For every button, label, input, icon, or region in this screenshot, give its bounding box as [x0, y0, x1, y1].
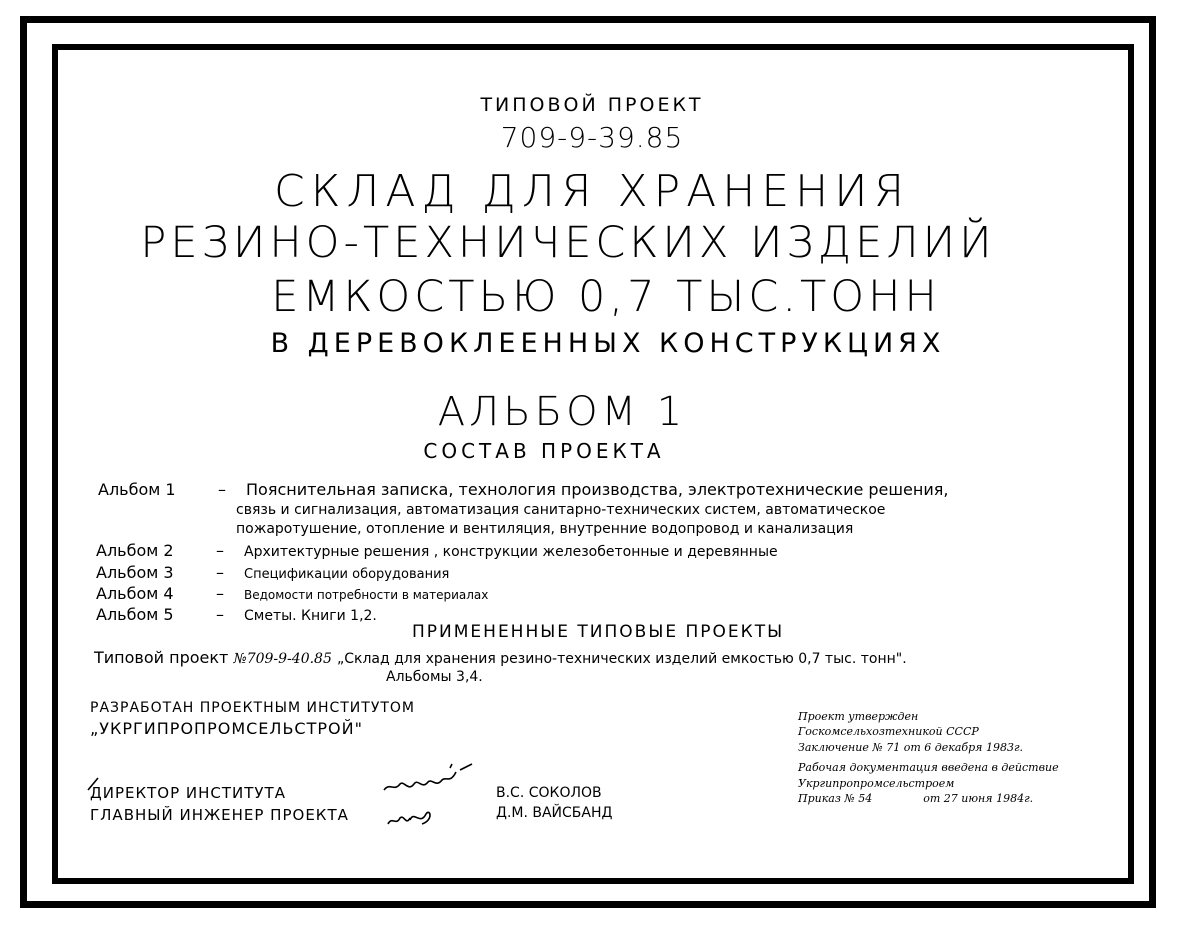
approval-line-5: Укргипропромсельстроем	[798, 777, 955, 790]
applied-project-row	[94, 650, 907, 666]
applied-heading: ПРИМЕНЕННЫЕ ТИПОВЫЕ ПРОЕКТЫ	[412, 622, 785, 642]
album-5-label: Альбом 5	[96, 605, 174, 624]
album-3-row	[96, 565, 449, 581]
album-1-text-line-2: связь и сигнализация, автоматизация санитарно-технических систем, автоматическое	[236, 502, 886, 518]
album-2-dash: –	[216, 541, 224, 560]
album-1-text-line-1: Пояснительная записка, технология производства, электротехнические решения,	[246, 480, 949, 499]
approval-line-2: Госкомсельхозтехникой СССР	[798, 725, 979, 738]
album-subtitle: СОСТАВ ПРОЕКТА	[423, 439, 665, 463]
album-5-row	[96, 607, 377, 623]
applied-albums: Альбомы 3,4.	[386, 669, 483, 685]
approval-order: Приказ № 54	[798, 792, 873, 805]
album-4-row	[96, 586, 488, 602]
album-title: АЛЬБОМ 1	[437, 389, 687, 435]
developer-line-2: „УКРГИПРОПРОМСЕЛЬСТРОЙ"	[90, 719, 363, 738]
applied-project-description: „Склад для хранения резино-технических изделий емкостью 0,7 тыс. тонн".	[336, 651, 907, 667]
project-number: 709-9-39.85	[500, 121, 684, 154]
project-type: ТИПОВОЙ ПРОЕКТ	[480, 94, 704, 116]
title-line-1: СКЛАД ДЛЯ ХРАНЕНИЯ	[273, 166, 911, 217]
applied-project-number: №709-9-40.85	[233, 651, 332, 667]
title-line-2: РЕЗИНО-ТЕХНИЧЕСКИХ ИЗДЕЛИЙ	[140, 218, 996, 268]
album-2-text: Архитектурные решения , конструкции железобетонные и деревянные	[244, 544, 778, 560]
applied-project-label: Типовой проект	[94, 648, 229, 667]
tick-mark-icon	[86, 776, 100, 792]
album-1-label: Альбом 1	[98, 480, 176, 499]
title-line-4: В ДЕРЕВОКЛЕЕННЫХ КОНСТРУКЦИЯХ	[270, 328, 946, 359]
album-2-row	[96, 543, 778, 559]
album-4-dash: –	[216, 584, 224, 603]
approval-line-3: Заключение № 71 от 6 декабря 1983г.	[798, 741, 1023, 754]
approval-line-6	[798, 793, 1033, 804]
chief-engineer-signature-icon	[386, 806, 438, 830]
director-signature-icon	[380, 762, 480, 798]
approval-line-4: Рабочая документация введена в действие	[798, 761, 1059, 774]
approval-line-1: Проект утвержден	[798, 710, 919, 723]
chief-engineer-name: Д.М. ВАЙСБАНД	[496, 805, 613, 821]
director-role: ДИРЕКТОР ИНСТИТУТА	[90, 784, 286, 802]
album-3-dash: –	[216, 563, 224, 582]
album-4-text: Ведомости потребности в материалах	[244, 588, 489, 602]
album-1-text-line-3: пожаротушение, отопление и вентиляция, внутренние водопровод и канализация	[236, 521, 854, 537]
album-3-text: Спецификации оборудования	[244, 567, 450, 582]
developer-line-1: РАЗРАБОТАН ПРОЕКТНЫМ ИНСТИТУТОМ	[90, 700, 416, 716]
approval-order-date: от 27 июня 1984г.	[923, 792, 1034, 805]
title-line-3: ЕМКОСТЬЮ 0,7 ТЫС.ТОНН	[271, 272, 941, 322]
album-1-dash: –	[218, 480, 226, 499]
album-5-text: Сметы. Книги 1,2.	[244, 608, 377, 624]
album-1-row	[98, 482, 948, 498]
album-5-dash: –	[216, 605, 224, 624]
album-4-label: Альбом 4	[96, 584, 174, 603]
album-2-label: Альбом 2	[96, 541, 174, 560]
director-name: В.С. СОКОЛОВ	[496, 785, 602, 801]
album-3-label: Альбом 3	[96, 563, 174, 582]
chief-engineer-role: ГЛАВНЫЙ ИНЖЕНЕР ПРОЕКТА	[90, 806, 349, 824]
